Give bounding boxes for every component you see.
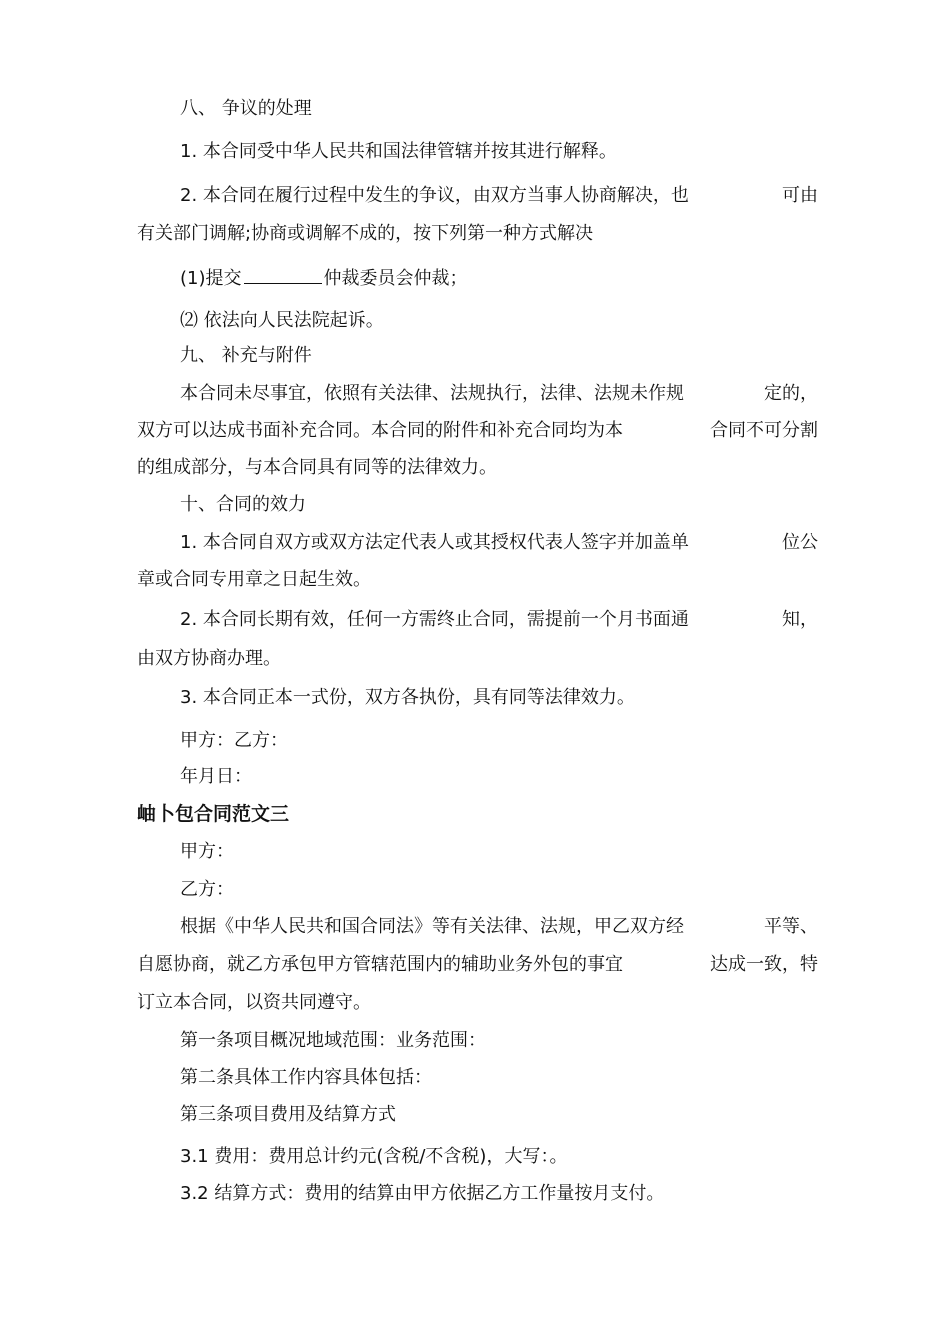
arbitration-blank-line bbox=[244, 265, 322, 284]
document-page: 八、 争议的处理 1. 本合同受中华人民共和国法律管辖并按其进行解释。 2. 本合同在履行过程中发生的争议，由双方当事人协商解决，也 可由 有关部门调解;协商或调解不成的，按下列第一种方式解决 (1)提交 仲裁委员会仲裁； ⑵ 依法向人民法院起诉。 九、 补充与附件 本合同未尽事宜，依照有关法律、法规执行，法律、法规未作规 定的， 双方可以达成书面补充合同。本合同的附件和补充合同均为本 合同不可分割 的组成部分，与本合同具有同等的法律效力。 十、合同的效力 1. 本合同自双方或双方法定代表人或其授权代表人签字并加盖单 位公 章或合同专用章之日起生效。 2. 本合同长期有效，任何一方需终止合同，需提前一个月书面通 知， 由双方协商办理。 3. 本合同正本一式份，双方各执份，具有同等法律效力。 甲方：乙方： 年月日： 岫卜包合同范文三 甲方： 乙方： 根据《中华人民共和国合同法》等有关法律、法规，甲乙双方经 平等、 自愿协商，就乙方承包甲方管辖范围内的辅助业务外包的事宜 达成一致，特 订立本合同，以资共同遵守。 第一条项目概况地域范围：业务范围： 第二条具体工作内容具体包括： 第三条项目费用及结算方式 3.1 费用：费用总计约元(含税/不含税)，大写：。 3.2 结算方式：费用的结算由甲方依据乙方工作量按月支付。 bbox=[137, 98, 818, 1204]
